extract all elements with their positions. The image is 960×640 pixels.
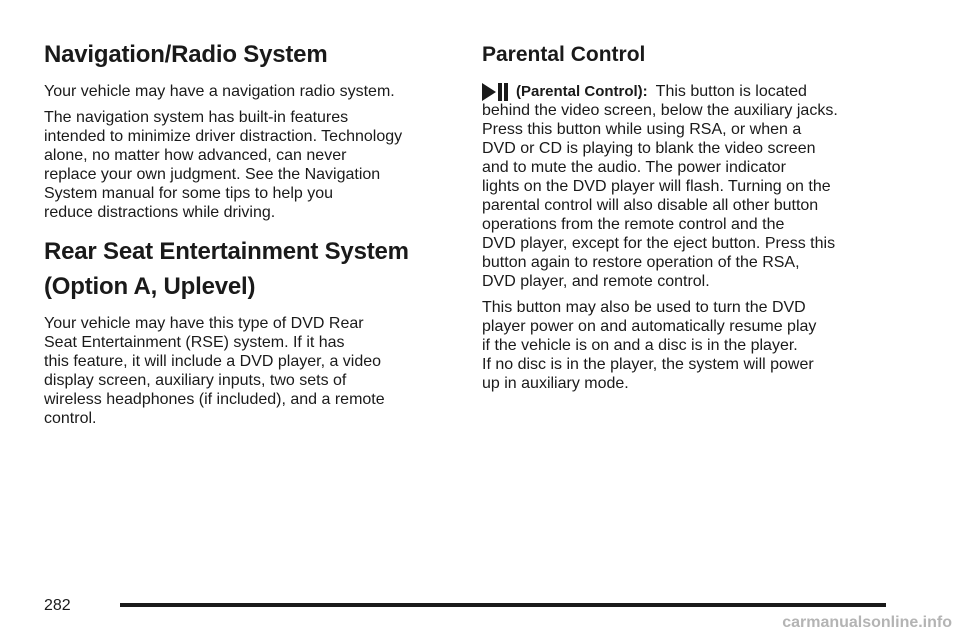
text-line: DVD player, except for the eject button. Press this xyxy=(482,235,836,252)
text-line: System manual for some tips to help you xyxy=(44,185,334,202)
text-line: up in auxiliary mode. xyxy=(482,375,629,392)
rse-title xyxy=(44,234,454,304)
watermark: carmanualsonline.info xyxy=(782,614,952,631)
text-line: reduce distractions while driving. xyxy=(44,204,276,221)
text-line: and to mute the audio. The power indicator xyxy=(482,159,786,176)
power-resume-paragraph xyxy=(482,298,902,393)
text-line: player power on and automatically resume play xyxy=(482,318,817,335)
text-line: DVD or CD is playing to blank the video screen xyxy=(482,140,816,157)
text-line: if the vehicle is on and a disc is in the player. xyxy=(482,337,798,354)
text-line: Press this button while using RSA, or when a xyxy=(482,121,802,138)
play-triangle xyxy=(482,83,496,101)
nav-radio-title: Navigation/Radio System xyxy=(44,41,328,68)
text-line: behind the video screen, below the auxiliary jacks. xyxy=(482,102,838,119)
parental-control-paragraph xyxy=(482,82,902,291)
text-line: control. xyxy=(44,410,97,427)
text-line: display screen, auxiliary inputs, two sets of xyxy=(44,372,347,389)
play-pause-icon xyxy=(482,83,508,101)
nav-intro-paragraph: Your vehicle may have a navigation radio system. xyxy=(44,83,395,100)
text-line: operations from the remote control and the xyxy=(482,216,785,233)
rse-intro-paragraph xyxy=(44,314,454,428)
rse-title-line1: Rear Seat Entertainment System xyxy=(44,238,409,265)
text-line: If no disc is in the player, the system will power xyxy=(482,356,814,373)
text-line: button again to restore operation of the RSA, xyxy=(482,254,800,271)
text-line: lights on the DVD player will flash. Turning on the xyxy=(482,178,831,195)
pause-bar xyxy=(504,83,508,101)
text-line: Seat Entertainment (RSE) system. If it has xyxy=(44,334,345,351)
term-line xyxy=(482,82,902,101)
text-line: parental control will also disable all other button xyxy=(482,197,819,214)
nav-distraction-paragraph xyxy=(44,108,454,222)
text-line: This button may also be used to turn the DVD xyxy=(482,299,806,316)
text-line: wireless headphones (if included), and a remote xyxy=(44,391,385,408)
parental-control-term: (Parental Control): xyxy=(516,83,648,100)
text-line: DVD player, and remote control. xyxy=(482,273,710,290)
text-line: this feature, it will include a DVD player, a video xyxy=(44,353,382,370)
text-line: Your vehicle may have this type of DVD Rear xyxy=(44,315,364,332)
text-line: replace your own judgment. See the Navigation xyxy=(44,166,381,183)
term-first-line: This button is located xyxy=(655,83,807,100)
parental-control-title: Parental Control xyxy=(482,43,646,66)
text-line: The navigation system has built-in features xyxy=(44,109,349,126)
left-column xyxy=(44,40,454,435)
page-number: 282 xyxy=(44,597,71,614)
right-column xyxy=(482,40,902,400)
rse-title-line2: (Option A, Uplevel) xyxy=(44,273,256,300)
pause-bar xyxy=(498,83,502,101)
text-line: intended to minimize driver distraction. Technology xyxy=(44,128,403,145)
footer-rule xyxy=(120,603,886,607)
text-line: alone, no matter how advanced, can never xyxy=(44,147,347,164)
